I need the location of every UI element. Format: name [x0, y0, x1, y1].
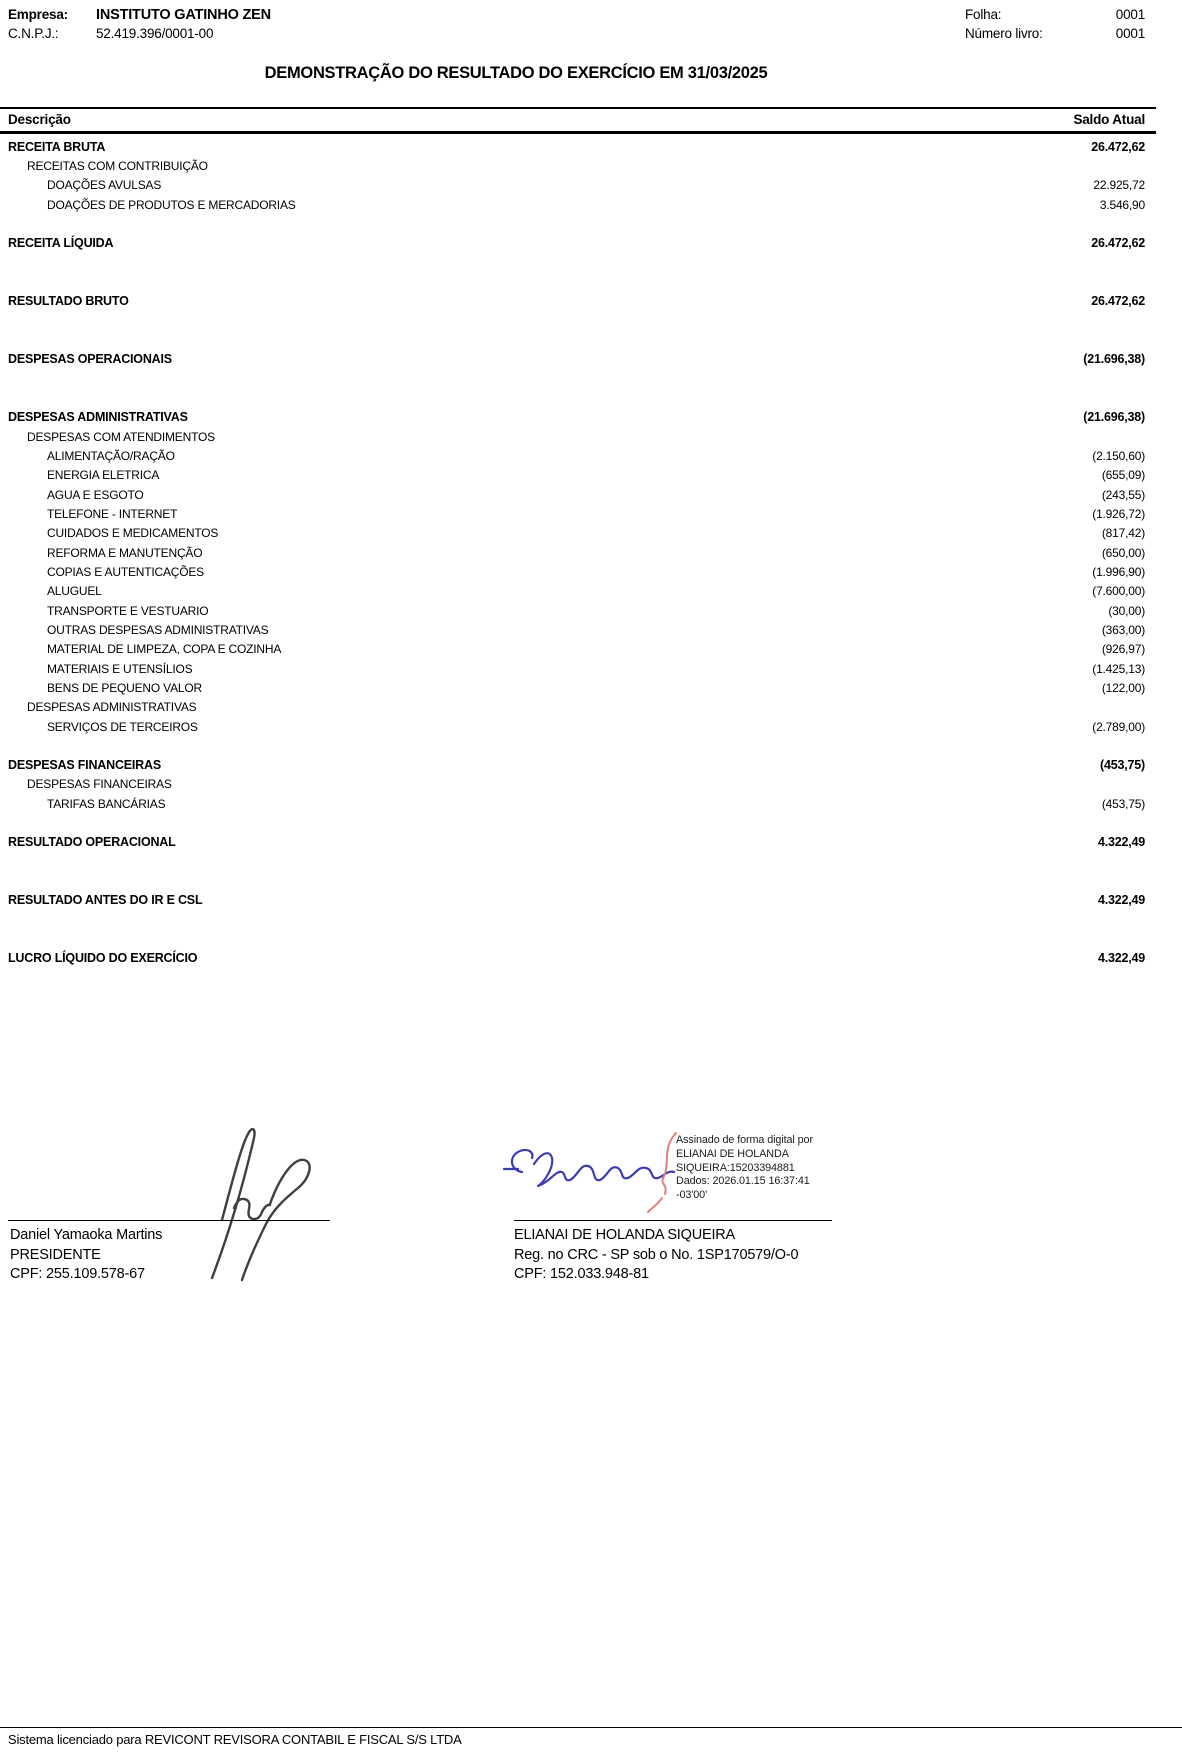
- table-header-row: [0, 107, 1156, 134]
- row-value: (1.996,90): [1092, 564, 1145, 579]
- table-row: [0, 833, 1156, 852]
- row-label: MATERIAIS E UTENSÍLIOS: [47, 661, 193, 676]
- table-row: [0, 504, 1156, 523]
- president-name: Daniel Yamaoka Martins: [10, 1227, 163, 1243]
- table-row: [0, 543, 1156, 562]
- row-value: (122,00): [1101, 680, 1145, 695]
- row-value: (817,42): [1101, 526, 1145, 541]
- accountant-cpf: CPF: 152.033.948-81: [514, 1266, 649, 1282]
- table-row: [0, 234, 1156, 253]
- president-signature-block: [10, 1226, 162, 1285]
- row-value: (2.150,60): [1092, 448, 1145, 463]
- livro-value: 0001: [1115, 26, 1145, 41]
- row-label: DESPESAS ADMINISTRATIVAS: [8, 410, 188, 425]
- table-row: [0, 659, 1156, 678]
- table-row: [0, 292, 1156, 311]
- table-row: [0, 678, 1156, 697]
- table-row: [0, 640, 1156, 659]
- row-label: RESULTADO ANTES DO IR E CSL: [8, 893, 203, 908]
- president-handwritten-signature: [182, 1120, 317, 1285]
- livro-label: Número livro:: [965, 26, 1043, 41]
- row-value: (21.696,38): [1083, 410, 1145, 425]
- row-label: ALUGUEL: [47, 584, 102, 599]
- row-label: TRANSPORTE E VESTUARIO: [47, 603, 209, 618]
- row-value: (30,00): [1108, 603, 1145, 618]
- table-row: [0, 466, 1156, 485]
- row-label: AGUA E ESGOTO: [47, 487, 144, 502]
- table-row: [0, 524, 1156, 543]
- stamp-line: ELIANAI DE HOLANDA: [676, 1147, 789, 1160]
- table-row: [0, 775, 1156, 794]
- company-name: INSTITUTO GATINHO ZEN: [96, 6, 271, 23]
- row-value: (21.696,38): [1083, 352, 1145, 367]
- president-cpf: CPF: 255.109.578-67: [10, 1266, 145, 1282]
- table-row: [0, 176, 1156, 195]
- table-rows: [0, 134, 1156, 968]
- row-value: 22.925,72: [1093, 178, 1145, 193]
- row-label: COPIAS E AUTENTICAÇÕES: [47, 564, 204, 579]
- row-label: TELEFONE - INTERNET: [47, 506, 178, 521]
- row-label: RECEITA LÍQUIDA: [8, 236, 114, 251]
- president-role: PRESIDENTE: [10, 1246, 101, 1263]
- table-row: [0, 582, 1156, 601]
- row-label: BENS DE PEQUENO VALOR: [47, 680, 202, 695]
- digital-signature-stamp: [676, 1134, 846, 1203]
- row-value: 26.472,62: [1091, 236, 1145, 251]
- president-signature-line: [8, 1220, 330, 1221]
- table-row: [0, 756, 1156, 775]
- table-row: [0, 408, 1156, 427]
- header-page-block: [965, 5, 1145, 43]
- row-value: (453,75): [1101, 796, 1145, 811]
- accountant-crc: Reg. no CRC - SP sob o No. 1SP170579/O-0: [514, 1246, 799, 1263]
- row-value: (926,97): [1101, 642, 1145, 657]
- cnpj-label: C.N.P.J.:: [8, 26, 59, 41]
- row-value: (1.425,13): [1092, 661, 1145, 676]
- accountant-name: ELIANAI DE HOLANDA SIQUEIRA: [514, 1227, 736, 1243]
- footer-license-text: Sistema licenciado para REVICONT REVISORA CONTABIL E FISCAL S/S LTDA: [8, 1732, 462, 1747]
- folha-label: Folha:: [965, 7, 1002, 22]
- table-row: [0, 949, 1156, 968]
- row-label: RESULTADO BRUTO: [8, 294, 129, 309]
- row-value: 4.322,49: [1097, 893, 1145, 908]
- accountant-signature-line: [514, 1220, 832, 1221]
- row-label: REFORMA E MANUTENÇÃO: [47, 545, 203, 560]
- row-value: (650,00): [1101, 545, 1145, 560]
- column-header-balance: Saldo Atual: [1073, 112, 1145, 127]
- row-label: RECEITAS COM CONTRIBUIÇÃO: [27, 158, 208, 173]
- table-row: [0, 156, 1156, 175]
- row-value: (7.600,00): [1092, 584, 1145, 599]
- folha-value: 0001: [1115, 7, 1145, 22]
- table-row: [0, 427, 1156, 446]
- table-row: [0, 601, 1156, 620]
- accountant-signature-block: [514, 1226, 798, 1285]
- row-label: CUIDADOS E MEDICAMENTOS: [47, 526, 219, 541]
- row-value: (453,75): [1100, 758, 1145, 773]
- header-company-block: [8, 5, 271, 43]
- row-label: TARIFAS BANCÁRIAS: [47, 796, 166, 811]
- row-label: RECEITA BRUTA: [8, 139, 106, 154]
- table-row: [0, 485, 1156, 504]
- table-row: [0, 698, 1156, 717]
- company-label: Empresa:: [8, 7, 68, 22]
- row-label: DESPESAS FINANCEIRAS: [8, 758, 161, 773]
- row-label: DOAÇÕES AVULSAS: [47, 178, 162, 193]
- column-header-description: Descrição: [8, 112, 71, 127]
- row-value: (363,00): [1101, 622, 1145, 637]
- row-label: DESPESAS COM ATENDIMENTOS: [27, 429, 215, 444]
- row-value: 26.472,62: [1091, 139, 1145, 154]
- row-value: 3.546,90: [1099, 197, 1145, 212]
- table-row: [0, 350, 1156, 369]
- stamp-line: SIQUEIRA:15203394881: [676, 1161, 795, 1174]
- row-label: LUCRO LÍQUIDO DO EXERCÍCIO: [8, 951, 198, 966]
- row-label: DESPESAS ADMINISTRATIVAS: [27, 700, 197, 715]
- statement-table: [0, 107, 1156, 968]
- row-label: ENERGIA ELETRICA: [47, 468, 160, 483]
- table-row: [0, 195, 1156, 214]
- cnpj-value: 52.419.396/0001-00: [96, 26, 214, 41]
- row-value: (2.789,00): [1092, 719, 1145, 734]
- row-value: (655,09): [1101, 468, 1145, 483]
- stamp-line: Assinado de forma digital por: [676, 1134, 813, 1146]
- table-row: [0, 446, 1156, 465]
- row-value: (1.926,72): [1092, 506, 1145, 521]
- page-title: DEMONSTRAÇÃO DO RESULTADO DO EXERCÍCIO EM 31/03/2025: [264, 64, 768, 82]
- table-row: [0, 137, 1156, 156]
- table-row: [0, 620, 1156, 639]
- row-value: 4.322,49: [1097, 835, 1145, 850]
- row-label: SERVIÇOS DE TERCEIROS: [47, 719, 198, 734]
- table-row: [0, 717, 1156, 736]
- row-label: DESPESAS FINANCEIRAS: [27, 777, 172, 792]
- row-label: MATERIAL DE LIMPEZA, COPA E COZINHA: [47, 642, 282, 657]
- row-label: DOAÇÕES DE PRODUTOS E MERCADORIAS: [47, 197, 296, 212]
- table-row: [0, 891, 1156, 910]
- row-label: OUTRAS DESPESAS ADMINISTRATIVAS: [47, 622, 269, 637]
- row-value: 4.322,49: [1097, 951, 1145, 966]
- footer-divider: [0, 1727, 1182, 1728]
- stamp-line: Dados: 2026.01.15 16:37:41: [676, 1175, 810, 1188]
- row-label: DESPESAS OPERACIONAIS: [8, 352, 172, 367]
- row-value: 26.472,62: [1091, 294, 1145, 309]
- row-label: ALIMENTAÇÃO/RAÇÃO: [47, 448, 175, 463]
- row-label: RESULTADO OPERACIONAL: [8, 835, 176, 850]
- table-row: [0, 562, 1156, 581]
- stamp-line: -03'00': [676, 1189, 708, 1202]
- table-row: [0, 794, 1156, 813]
- row-value: (243,55): [1101, 487, 1145, 502]
